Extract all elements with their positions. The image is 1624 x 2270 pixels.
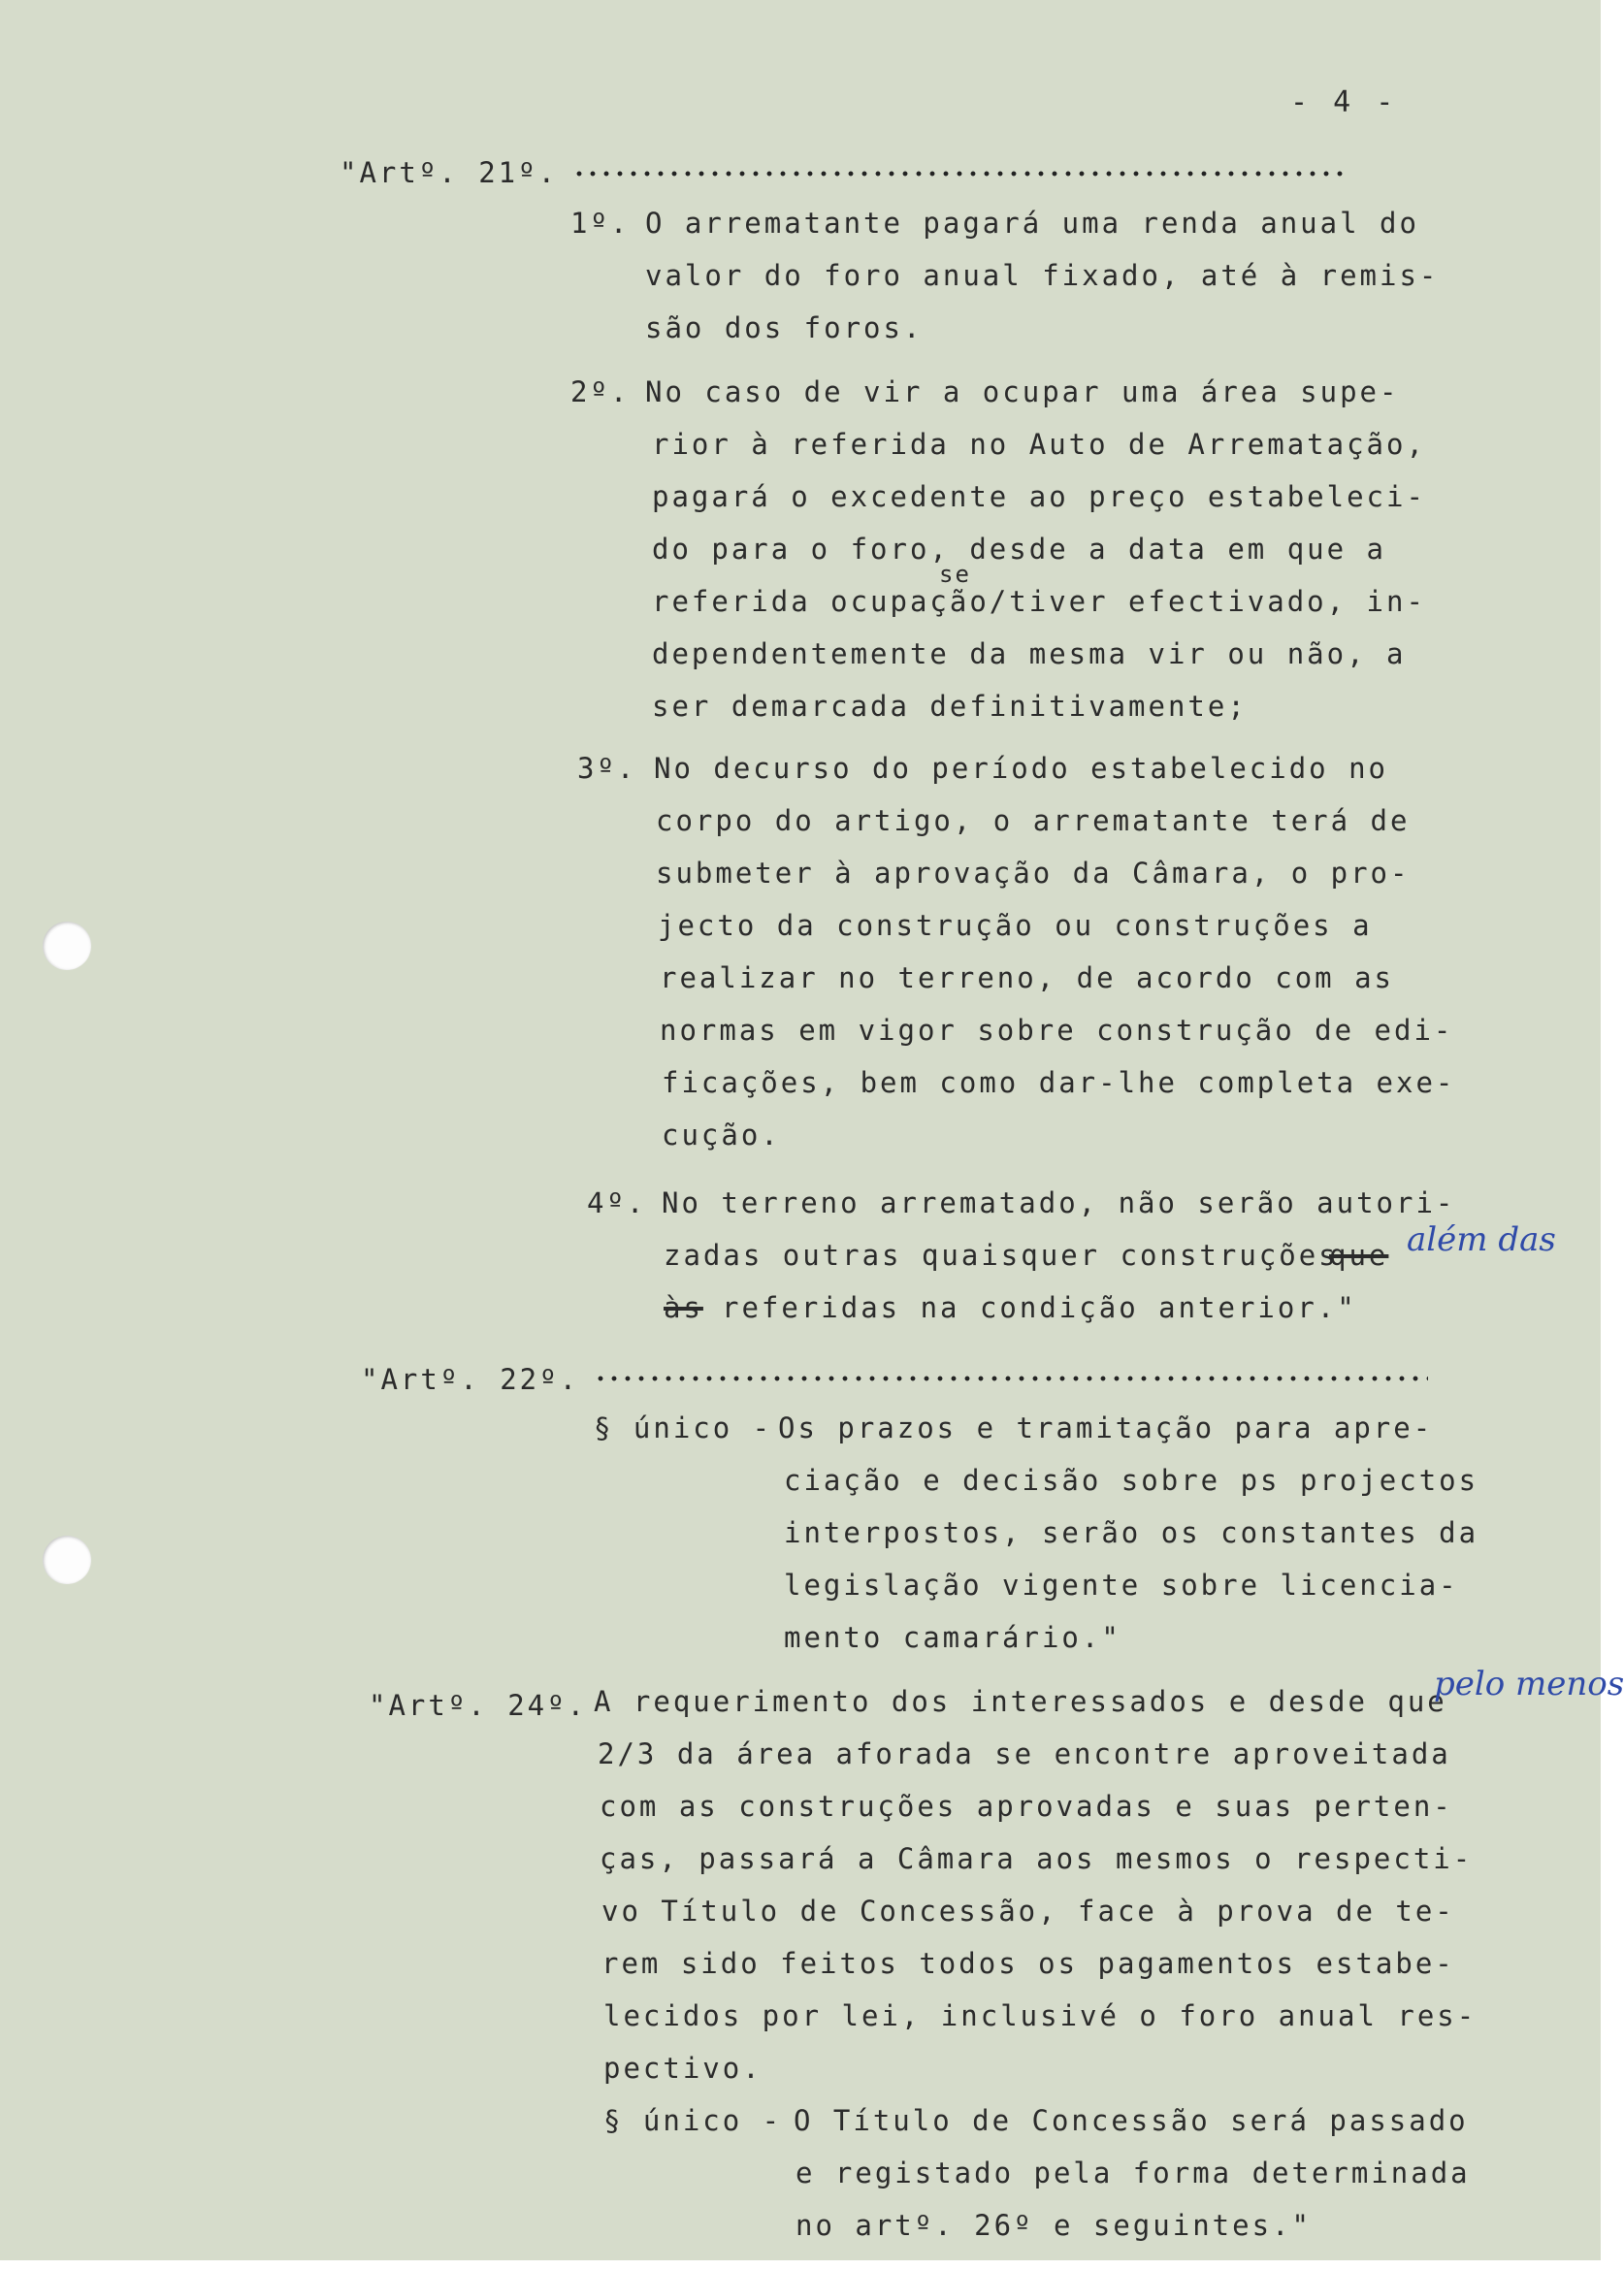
punch-hole-bottom bbox=[43, 1536, 91, 1584]
struck-word: que bbox=[1329, 1239, 1389, 1272]
text-line: do para o foro, desde a data em que a bbox=[652, 533, 1387, 566]
article-21-label: "Artº. 21º. bbox=[340, 156, 559, 189]
text-line: O arrematante pagará uma renda anual do bbox=[645, 207, 1419, 240]
text-line: interpostos, serão os constantes da bbox=[784, 1516, 1479, 1549]
text-line: A requerimento dos interessados e desde que bbox=[594, 1685, 1447, 1718]
text-line: pagará o excedente ao preço estabeleci- bbox=[652, 480, 1426, 513]
text-line: zadas outras quaisquer construções bbox=[664, 1239, 1339, 1272]
unico-label: § único - bbox=[603, 2104, 783, 2137]
text-line: são dos foros. bbox=[645, 311, 924, 344]
paragraph-number: 3º. bbox=[577, 752, 637, 785]
text-line: mento camarário." bbox=[784, 1621, 1121, 1654]
punch-hole-top bbox=[43, 922, 91, 970]
text-line: submeter à aprovação da Câmara, o pro- bbox=[656, 857, 1411, 890]
handwritten-annotation: pelo menos bbox=[1434, 1665, 1624, 1703]
text-line: 2/3 da área aforada se encontre aproveitada bbox=[598, 1737, 1451, 1770]
text-line: rior à referida no Auto de Arrematação, bbox=[652, 428, 1426, 461]
text-line: legislação vigente sobre licencia- bbox=[784, 1569, 1459, 1602]
text-line: com as construções aprovadas e suas perten- bbox=[600, 1790, 1453, 1823]
text-line: lecidos por lei, inclusivé o foro anual res- bbox=[603, 1999, 1478, 2032]
paragraph-number: 4º. bbox=[587, 1186, 647, 1219]
paragraph-number: 1º. bbox=[570, 207, 631, 240]
text-line: O Título de Concessão será passado bbox=[794, 2104, 1469, 2137]
text-line: referida ocupação/tiver efectivado, in- bbox=[652, 585, 1426, 618]
text-line: ciação e decisão sobre ps projectos bbox=[784, 1464, 1479, 1497]
text-line: rem sido feitos todos os pagamentos estabe- bbox=[601, 1947, 1455, 1980]
article-24-label: "Artº. 24º. bbox=[369, 1689, 588, 1722]
article-22-label: "Artº. 22º. bbox=[361, 1363, 580, 1396]
text-line: realizar no terreno, de acordo com as bbox=[660, 961, 1395, 994]
struck-word: às bbox=[664, 1291, 703, 1324]
text-line: No terreno arrematado, não serão autori- bbox=[662, 1186, 1456, 1219]
text-line: No decurso do período estabelecido no bbox=[654, 752, 1389, 785]
text-line: ser demarcada definitivamente; bbox=[652, 690, 1248, 723]
text-line: corpo do artigo, o arrematante terá de bbox=[656, 804, 1411, 837]
text-line: pectivo. bbox=[603, 2052, 763, 2085]
typed-insertion: se bbox=[939, 561, 971, 588]
text-line: cução. bbox=[662, 1119, 781, 1151]
text-line: normas em vigor sobre construção de edi- bbox=[660, 1014, 1454, 1047]
handwritten-annotation: além das bbox=[1407, 1220, 1556, 1259]
text-line: ças, passará a Câmara aos mesmos o respecti- bbox=[600, 1842, 1474, 1875]
text-line: referidas na condição anterior." bbox=[722, 1291, 1357, 1324]
text-line: valor do foro anual fixado, até à remis- bbox=[645, 259, 1440, 292]
text-line: e registado pela forma determinada bbox=[796, 2156, 1471, 2189]
unico-label: § único - bbox=[594, 1411, 773, 1444]
text-line: no artº. 26º e seguintes." bbox=[796, 2209, 1312, 2242]
text-line: dependentemente da mesma vir ou não, a bbox=[652, 637, 1407, 670]
page-number: - 4 - bbox=[1290, 85, 1398, 119]
text-line: No caso de vir a ocupar uma área supe- bbox=[645, 375, 1400, 408]
dotted-leader bbox=[572, 169, 1348, 178]
text-line: ficações, bem como dar-lhe completa exe- bbox=[662, 1066, 1456, 1099]
paragraph-number: 2º. bbox=[570, 375, 631, 408]
text-line: jecto da construção ou construções a bbox=[658, 909, 1373, 942]
text-line: Os prazos e tramitação para apre- bbox=[778, 1411, 1434, 1444]
dotted-leader bbox=[594, 1374, 1428, 1383]
text-line: vo Título de Concessão, face à prova de te- bbox=[601, 1895, 1455, 1928]
